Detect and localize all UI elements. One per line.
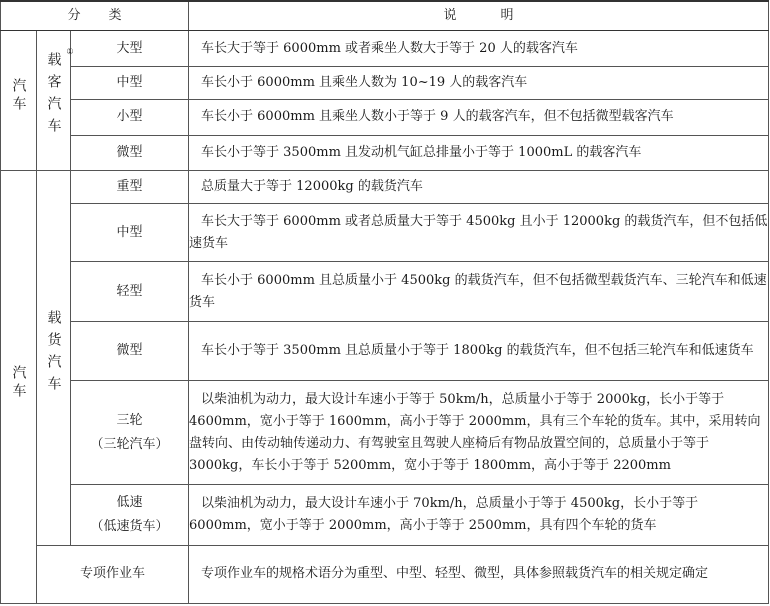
subtype-cell: 微型 <box>71 322 189 380</box>
table-row <box>1 380 769 485</box>
table-row <box>1 322 769 380</box>
description-cell: 车长小于 6000mm 且乘坐人数小于等于 9 人的载客汽车，但不包括微型载客汽车 <box>189 100 769 135</box>
table-header-row <box>1 1 769 31</box>
table-row <box>1 170 769 203</box>
table-row <box>1 545 769 603</box>
header-category: 分类 <box>1 1 189 31</box>
category-passenger: 载客汽车 ① <box>37 31 71 171</box>
description-cell: 专项作业车的规格术语分为重型、中型、轻型、微型，具体参照载货汽车的相关规定确定 <box>189 545 769 603</box>
table-row <box>1 485 769 545</box>
table-row <box>1 31 769 67</box>
subtype-cell: 微型 <box>71 135 189 170</box>
subtype-cell: 大型 <box>71 31 189 67</box>
table-row <box>1 67 769 100</box>
category-special: 专项作业车 <box>37 545 189 603</box>
top-category-passenger: 汽车 <box>1 31 37 171</box>
description-cell: 车长大于等于 6000mm 或者总质量大于等于 4500kg 且小于 12000kg 的载货汽车，但不包括低速货车 <box>189 203 769 261</box>
description-cell: 以柴油机为动力，最大设计车速小于等于 50km/h，总质量小于等于 2000kg，长小于等于 4600mm，宽小于等于 1600mm，高小于等于 2000mm，具有三个车轮的货车。其中，采用转向盘转向、由传动轴传递动力、有驾驶室且驾驶人座椅后有物品放置空间的，总质量小于等于 3000kg，车长小于等于 5200mm，宽小于等于 1800mm，高小于等于 2200mm <box>189 380 769 485</box>
header-description: 说明 <box>189 1 769 31</box>
subtype-cell: 中型 <box>71 67 189 100</box>
subtype-cell: 低速 （低速货车） <box>71 485 189 545</box>
subtype-cell: 三轮 （三轮汽车） <box>71 380 189 485</box>
table-row <box>1 100 769 135</box>
description-cell: 车长大于等于 6000mm 或者乘坐人数大于等于 20 人的载客汽车 <box>189 31 769 67</box>
table-row <box>1 262 769 322</box>
subtype-cell: 小型 <box>71 100 189 135</box>
subtype-cell: 轻型 <box>71 262 189 322</box>
description-cell: 车长小于等于 3500mm 且发动机气缸总排量小于等于 1000mL 的载客汽车 <box>189 135 769 170</box>
top-category-cargo: 汽车 <box>1 170 37 603</box>
description-cell: 以柴油机为动力，最大设计车速小于 70km/h，总质量小于等于 4500kg，长小于等于 6000mm，宽小于等于 2000mm，高小于等于 2500mm，具有四个车轮的货车 <box>189 485 769 545</box>
category-cargo: 载货汽车 <box>37 170 71 545</box>
description-cell: 总质量大于等于 12000kg 的载货汽车 <box>189 170 769 203</box>
subtype-cell: 中型 <box>71 203 189 261</box>
footnote-marker: ① <box>66 47 74 57</box>
subtype-cell: 重型 <box>71 170 189 203</box>
table-row <box>1 135 769 170</box>
description-cell: 车长小于 6000mm 且乘坐人数为 10~19 人的载客汽车 <box>189 67 769 100</box>
description-cell: 车长小于等于 3500mm 且总质量小于等于 1800kg 的载货汽车，但不包括三轮汽车和低速货车 <box>189 322 769 380</box>
table-row <box>1 203 769 261</box>
description-cell: 车长小于 6000mm 且总质量小于 4500kg 的载货汽车，但不包括微型载货汽车、三轮汽车和低速货车 <box>189 262 769 322</box>
